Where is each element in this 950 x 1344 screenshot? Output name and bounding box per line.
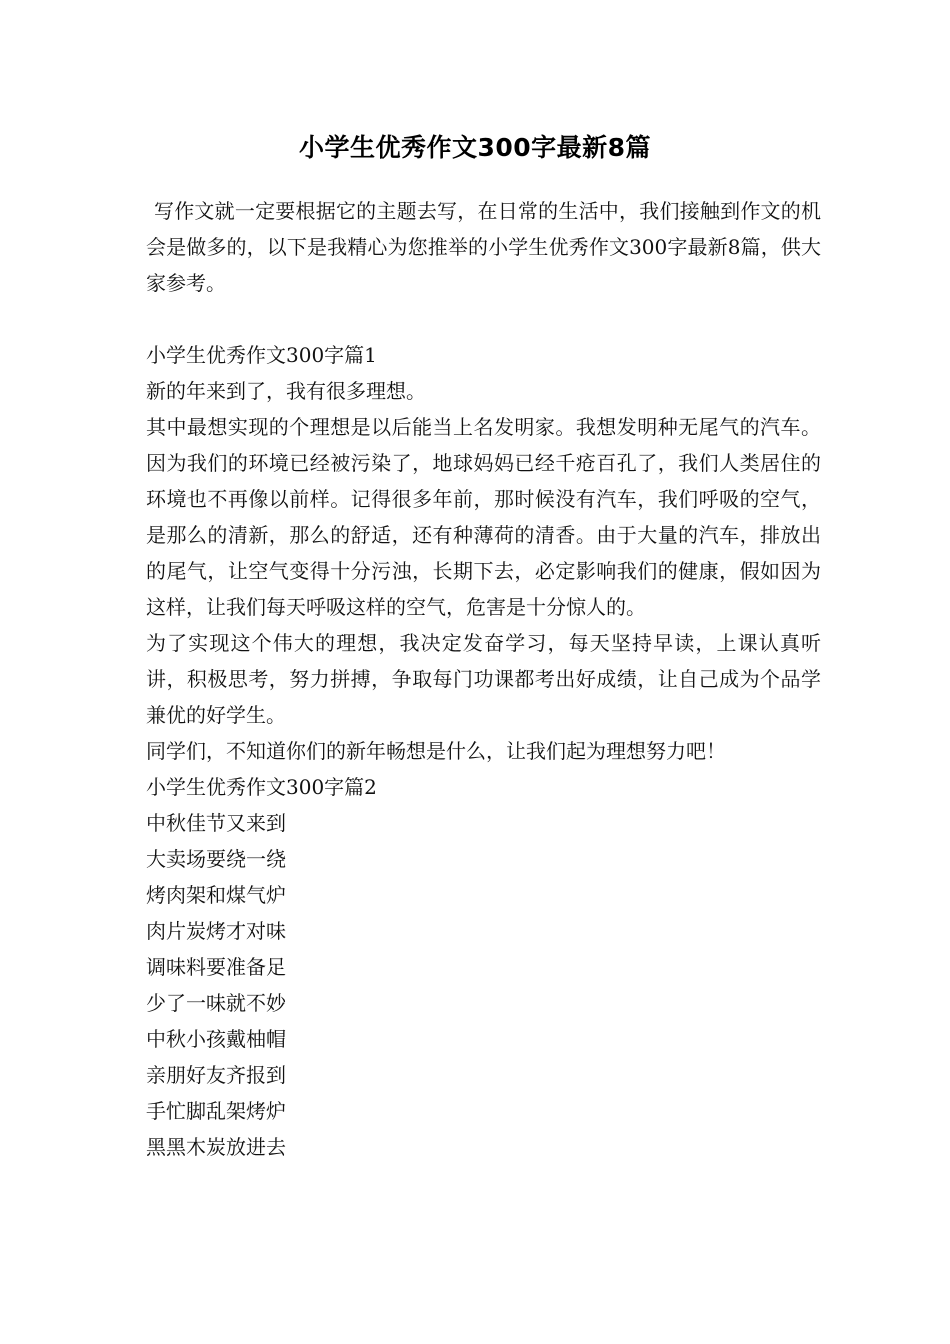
essay-1-heading: 小学生优秀作文300字篇1 (146, 343, 377, 367)
poem-line: 中秋佳节又来到 (146, 811, 286, 835)
document-body (146, 193, 821, 1165)
essay-2-heading: 小学生优秀作文300字篇2 (146, 775, 377, 799)
paragraph-spacer (146, 301, 821, 337)
poem-line: 黑黑木炭放进去 (146, 1135, 286, 1159)
essay-1-paragraph-4: 同学们，不知道你们的新年畅想是什么，让我们起为理想努力吧！ (146, 739, 726, 763)
essay-1-paragraph-2: 其中最想实现的个理想是以后能当上名发明家。我想发明种无尾气的汽车。因为我们的环境已经被污染了，地球妈妈已经千疮百孔了，我们人类居住的环境也不再像以前样。记得很多年前，那时候没有汽车，我们呼吸的空气，是那么的清新，那么的舒适，还有种薄荷的清香。由于大量的汽车，排放出的尾气，让空气变得十分污浊，长期下去，必定影响我们的健康，假如因为这样，让我们每天呼吸这样的空气，危害是十分惊人的。 (146, 415, 821, 619)
poem-line: 手忙脚乱架烤炉 (146, 1099, 286, 1123)
poem-line: 肉片炭烤才对味 (146, 919, 286, 943)
essay-1-paragraph-3: 为了实现这个伟大的理想，我决定发奋学习，每天坚持早读，上课认真听讲，积极思考，努力拼搏，争取每门功课都考出好成绩，让自己成为个品学兼优的好学生。 (146, 631, 821, 727)
poem-line: 中秋小孩戴柚帽 (146, 1027, 286, 1051)
poem-line: 烤肉架和煤气炉 (146, 883, 286, 907)
poem-line: 亲朋好友齐报到 (146, 1063, 286, 1087)
intro-paragraph: 写作文就一定要根据它的主题去写，在日常的生活中，我们接触到作文的机会是做多的，以下是我精心为您推举的小学生优秀作文300字最新8篇，供大家参考。 (146, 199, 821, 295)
poem-line: 大卖场要绕一绕 (146, 847, 286, 871)
poem-line: 少了一味就不妙 (146, 991, 286, 1015)
essay-1-paragraph-1: 新的年来到了，我有很多理想。 (146, 379, 426, 403)
poem-line: 调味料要准备足 (146, 955, 286, 979)
document-title: 小学生优秀作文300字最新8篇 (298, 133, 652, 162)
